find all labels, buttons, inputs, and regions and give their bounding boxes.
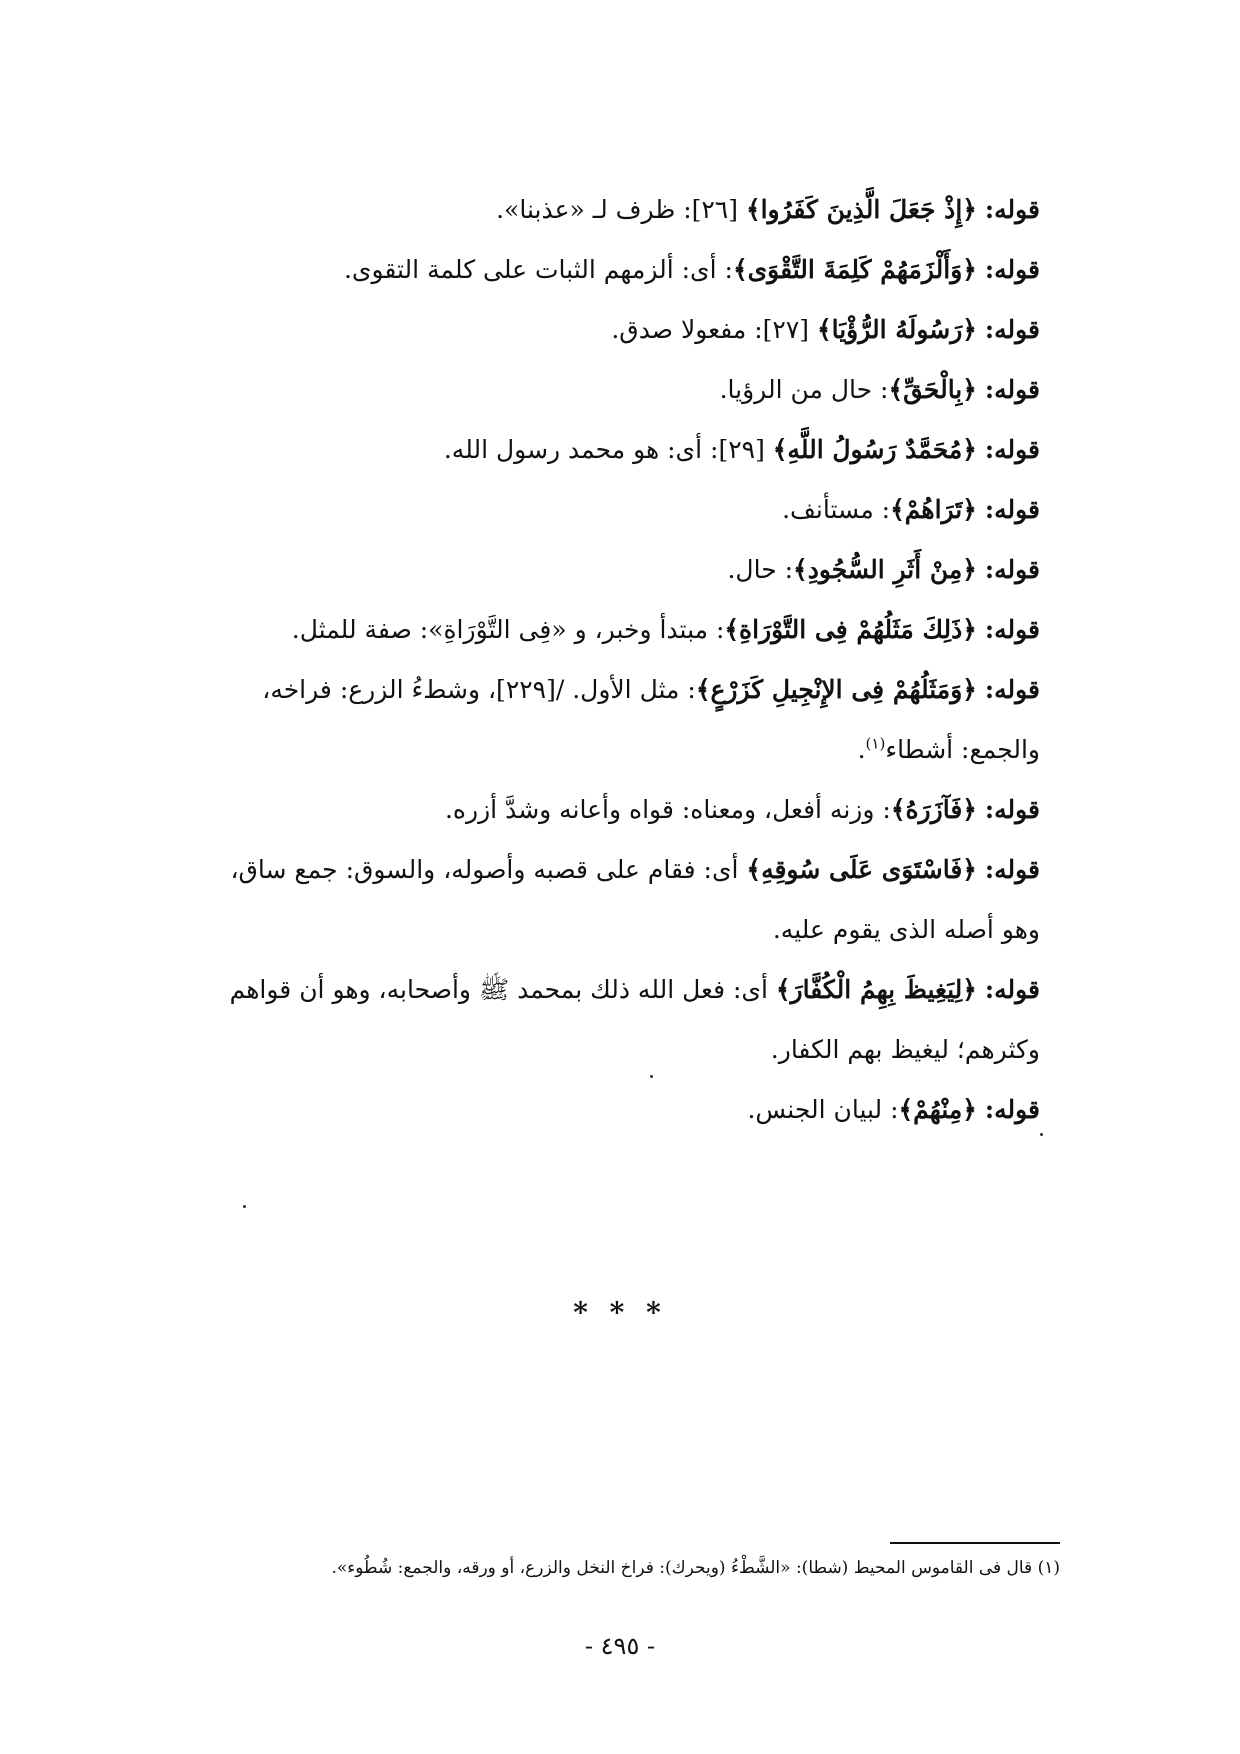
entry-label: قوله: (984, 555, 1040, 584)
scan-speck (650, 1075, 653, 1078)
entry-text: أى: فعل الله ذلك بمحمد ﷺ وأصحابه، وهو أن قواهم (229, 975, 776, 1004)
quran-quote: ﴿تَرَاهُمْ﴾ (890, 495, 977, 524)
entry-9 (180, 660, 1040, 720)
entry-7 (180, 540, 1040, 600)
entry-text: [٢٩]: أى: هو محمد رسول الله. (443, 435, 773, 464)
quran-quote: ﴿فَآزَرَهُ﴾ (890, 795, 977, 824)
footnote-ref[interactable]: (١) (865, 734, 886, 753)
footnote-rule (890, 1542, 1060, 1544)
entry-10 (180, 780, 1040, 840)
entry-text: : مثل الأول. /[٢٢٩]، وشطءُ الزرع: فراخه، (262, 675, 696, 704)
entry-text: : لبيان الجنس. (747, 1095, 899, 1124)
entry-label: قوله: (984, 255, 1040, 284)
entry-text: : وزنه أفعل، ومعناه: قواه وأعانه وشدَّ أزره. (444, 795, 891, 824)
quran-quote: ﴿ذَلِكَ مَثَلُهُمْ فِى التَّوْرَاةِ﴾ (724, 615, 977, 644)
entry-3 (180, 300, 1040, 360)
entry-9-continuation (180, 720, 1040, 780)
entry-label: قوله: (984, 615, 1040, 644)
entry-text: : حال من الرؤيا. (719, 375, 889, 404)
entry-8 (180, 600, 1040, 660)
entry-11 (180, 840, 1040, 900)
entry-label: قوله: (984, 495, 1040, 524)
entry-1 (180, 180, 1040, 240)
entry-13 (180, 1080, 1040, 1140)
quran-quote: ﴿لِيَغِيظَ بِهِمُ الْكُفَّارَ﴾ (775, 975, 977, 1004)
quran-quote: ﴿فَاسْتَوَى عَلَى سُوقِهِ﴾ (746, 855, 977, 884)
quran-quote: ﴿مُحَمَّدٌ رَسُولُ اللَّهِ﴾ (772, 435, 977, 464)
quran-quote: ﴿إِذْ جَعَلَ الَّذِينَ كَفَرُوا﴾ (745, 195, 977, 224)
entry-11-continuation (180, 900, 1040, 960)
entry-text: : مبتدأ وخبر، و «فِى التَّوْرَاةِ»: صفة للمثل. (291, 615, 725, 644)
entry-5 (180, 420, 1040, 480)
entry-label: قوله: (984, 195, 1040, 224)
continuation-text: وكثرهم؛ ليغيظ بهم الكفار. (770, 1035, 1040, 1064)
quran-quote: ﴿بِالْحَقِّ﴾ (888, 375, 977, 404)
scan-speck (1040, 1133, 1043, 1136)
scan-speck (243, 1205, 246, 1208)
commentary-entries (180, 180, 1040, 1140)
entry-text: : أى: ألزمهم الثبات على كلمة التقوى. (343, 255, 733, 284)
quran-quote: ﴿وَأَلْزَمَهُمْ كَلِمَةَ التَّقْوَى﴾ (732, 255, 977, 284)
entry-4 (180, 360, 1040, 420)
section-separator: * * * (573, 1296, 667, 1329)
entry-2 (180, 240, 1040, 300)
entry-label: قوله: (984, 315, 1040, 344)
entry-6 (180, 480, 1040, 540)
page-number: - ٤٩٥ - (584, 1632, 656, 1660)
entry-12 (180, 960, 1040, 1020)
quran-quote: ﴿مِنْ أَثَرِ السُّجُودِ﴾ (793, 555, 977, 584)
quran-quote: ﴿وَمَثَلُهُمْ فِى الإِنْجِيلِ كَزَرْعٍ﴾ (695, 675, 977, 704)
continuation-text: والجمع: أشطاء (885, 735, 1040, 764)
entry-label: قوله: (984, 795, 1040, 824)
footnote: (١) قال فى القاموس المحيط (شطا): «الشَّطْءُ (ويحرك): فراخ النخل والزرع، أو ورقه، والجمع: شُطُوء». (331, 1558, 1060, 1578)
continuation-text: وهو أصله الذى يقوم عليه. (772, 915, 1040, 944)
entry-12-continuation (180, 1020, 1040, 1080)
entry-label: قوله: (984, 675, 1040, 704)
entry-text: [٢٧]: مفعولا صدق. (611, 315, 817, 344)
entry-text: : مستأنف. (782, 495, 891, 524)
entry-label: قوله: (984, 1095, 1040, 1124)
quran-quote: ﴿مِنْهُمْ﴾ (898, 1095, 977, 1124)
entry-text: أى: فقام على قصبه وأصوله، والسوق: جمع ساق، (230, 855, 747, 884)
entry-label: قوله: (984, 975, 1040, 1004)
continuation-end: . (857, 735, 866, 764)
quran-quote: ﴿رَسُولَهُ الرُّؤْيَا﴾ (816, 315, 977, 344)
entry-label: قوله: (984, 435, 1040, 464)
entry-label: قوله: (984, 375, 1040, 404)
entry-label: قوله: (984, 855, 1040, 884)
entry-text: [٢٦]: ظرف لـ «عذبنا». (496, 195, 746, 224)
entry-text: : حال. (727, 555, 794, 584)
